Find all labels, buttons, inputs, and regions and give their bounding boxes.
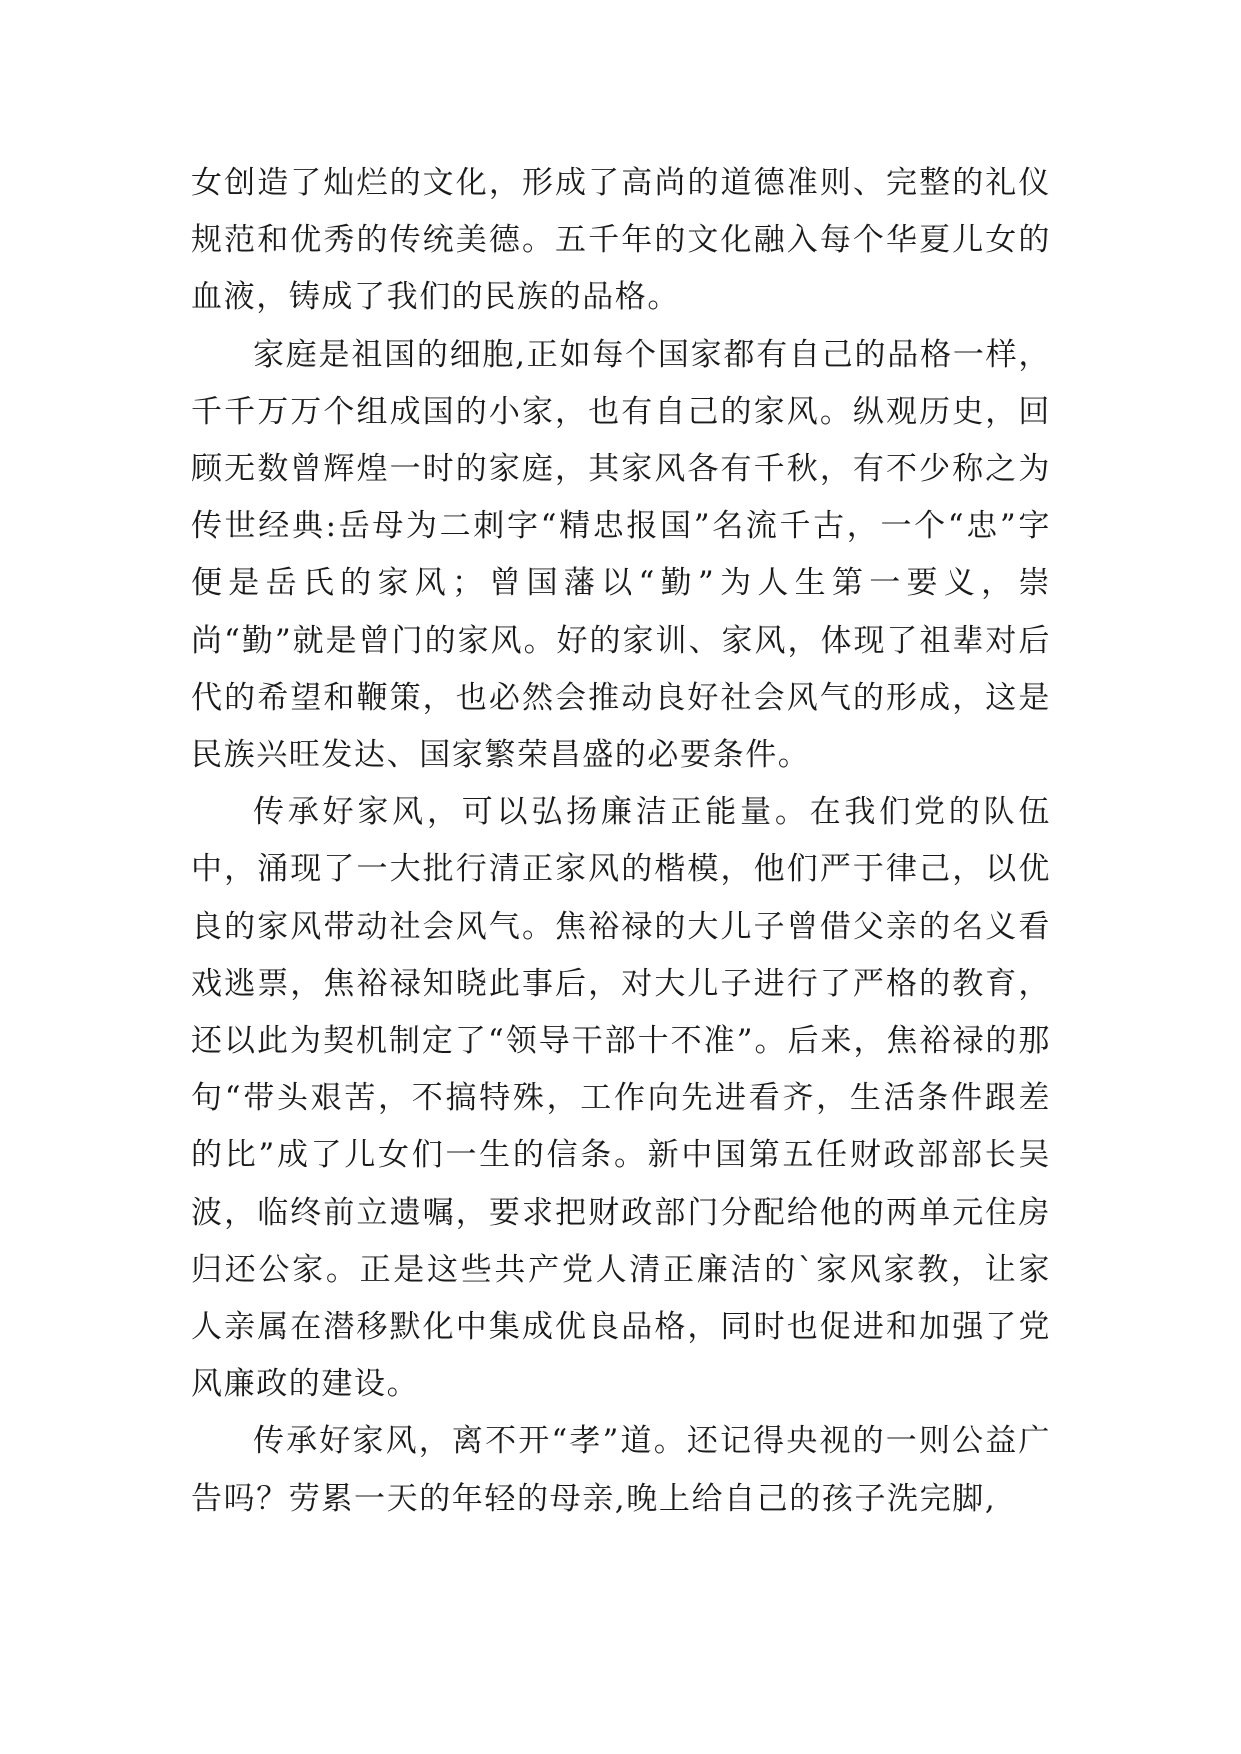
paragraph-3: 传承好家风，可以弘扬廉洁正能量。在我们党的队伍中，涌现了一大批行清正家风的楷模，他们严于律己，以优良的家风带动社会风气。焦裕禄的大儿子曾借父亲的名义看戏逃票，焦裕禄知晓此事后，对大儿子进行了严格的教育，还以此为契机制定了“领导干部十不准”。后来，焦裕禄的那句“带头艰苦，不搞特殊，工作向先进看齐，生活条件跟差的比”成了儿女们一生的信条。新中国第五任财政部部长吴波，临终前立遗嘱，要求把财政部门分配给他的两单元住房归还公家。正是这些共产党人清正廉洁的`家风家教，让家人亲属在潜移默化中集成优良品格，同时也促进和加强了党风廉政的建设。 [191, 794, 1051, 1403]
paragraph-2: 家庭是祖国的细胞,正如每个国家都有自己的品格一样，千千万万个组成国的小家，也有自己的家风。纵观历史，回顾无数曾辉煌一时的家庭，其家风各有千秋，有不少称之为传世经典:岳母为二刺字“精忠报国”名流千古，一个“忠”字便是岳氏的家风；曾国藩以“勤”为人生第一要义，崇尚“勤”就是曾门的家风。好的家训、家风，体现了祖辈对后代的希望和鞭策，也必然会推动良好社会风气的形成，这是民族兴旺发达、国家繁荣昌盛的必要条件。 [191, 336, 1051, 774]
paragraph-1: 女创造了灿烂的文化，形成了高尚的道德准则、完整的礼仪规范和优秀的传统美德。五千年的文化融入每个华夏儿女的血液，铸成了我们的民族的品格。 [191, 165, 1051, 316]
paragraph-4: 传承好家风，离不开“孝”道。还记得央视的一则公益广告吗？劳累一天的年轻的母亲,晚上给自己的孩子洗完脚, [191, 1423, 1051, 1517]
document-body [191, 155, 1051, 1528]
